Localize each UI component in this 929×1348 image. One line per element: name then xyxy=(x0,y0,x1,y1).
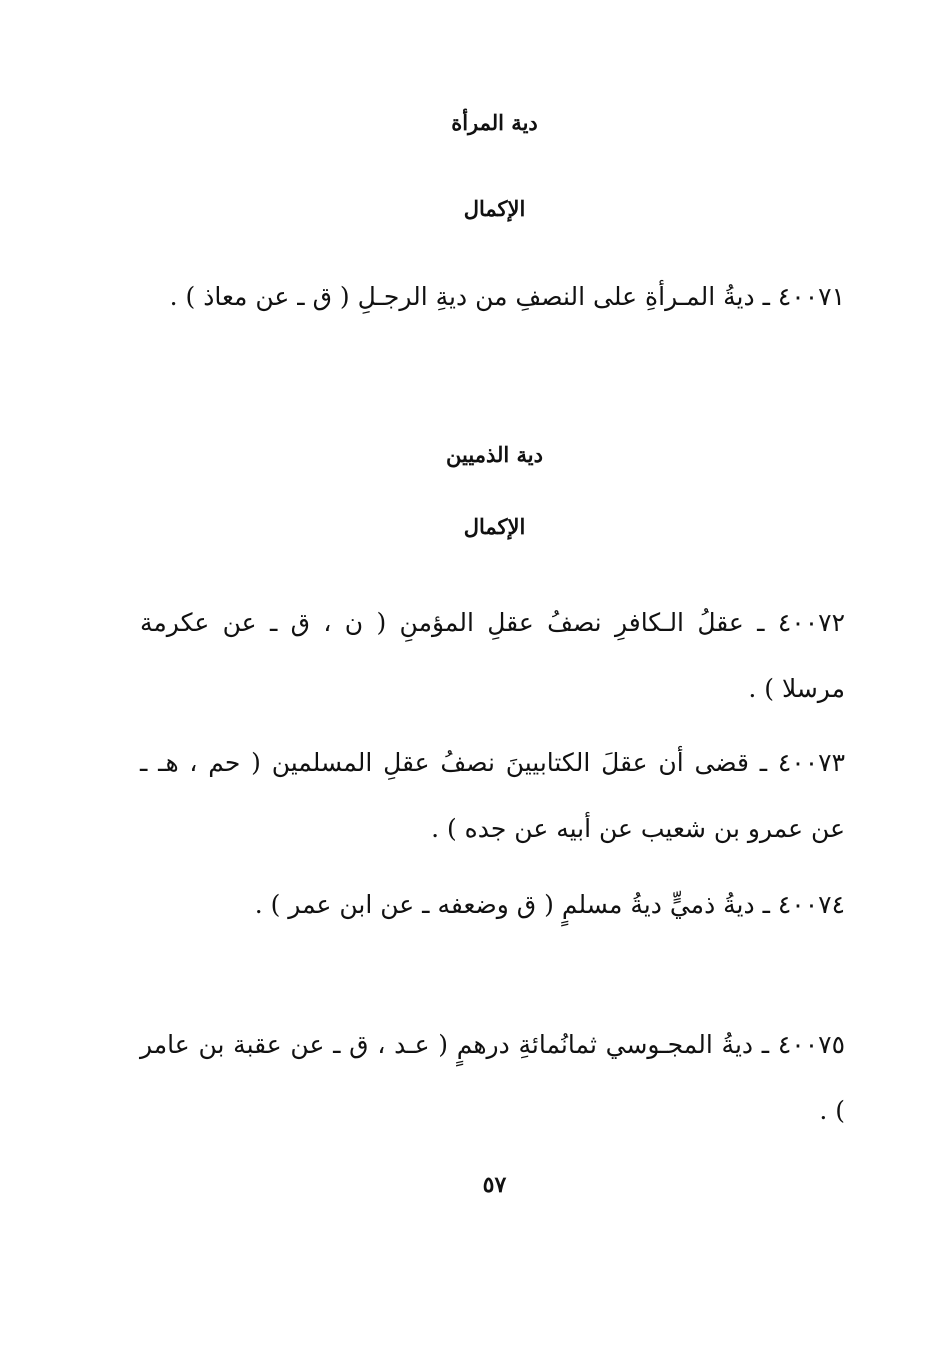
section-title-woman-blood-money: دية المرأة xyxy=(451,110,538,135)
section-title-dhimmi-blood-money: دية الذميين xyxy=(446,442,543,467)
section-subtitle-ikmal: الإكمال xyxy=(463,514,526,539)
hadith-entry-40072: ٤٠٠٧٢ ـ عقلُ الـكافرِ نصفُ عقلِ المؤمنِ ( ن ، ق ـ عن عكرمة مرسلا ) . xyxy=(140,608,845,703)
hadith-entry-40074: ٤٠٠٧٤ ـ ديةُ ذميٍّ ديةُ مسلمٍ ( ق وضعفه ـ عن ابن عمر ) . xyxy=(254,890,845,919)
hadith-entry-40071: ٤٠٠٧١ ـ ديةُ المـرأةِ على النصفِ من ديةِ الرجـلِ ( ق ـ عن معاذ ) . xyxy=(169,282,845,311)
hadith-entry-40075: ٤٠٠٧٥ ـ ديةُ المجـوسي ثمانُمائةِ درهمٍ ( عـد ، ق ـ عن عقبة بن عامر ) . xyxy=(140,1030,845,1125)
page-number: ٥٧ xyxy=(482,1172,507,1198)
hadith-entry-40073: ٤٠٠٧٣ ـ قضى أن عقلَ الكتابيينَ نصفُ عقلِ المسلمين ( حم ، هـ ـ عن عمرو بن شعيب عن أبيه عن جده ) . xyxy=(140,748,845,843)
section-subtitle-ikmal: الإكمال xyxy=(463,196,526,221)
